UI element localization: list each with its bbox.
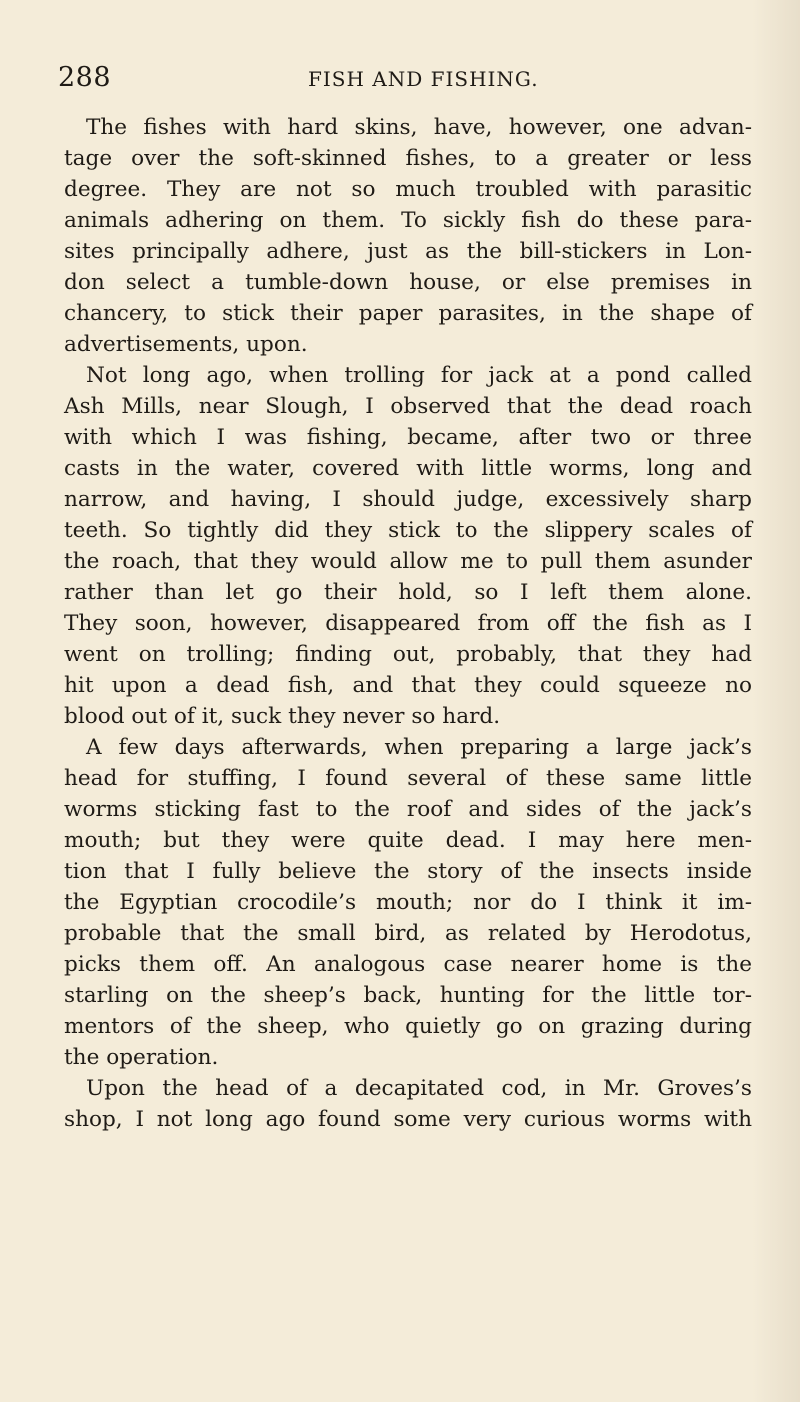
text-line: The fishes with hard skins, have, however, one advan- xyxy=(86,115,752,140)
text-line: probable that the small bird, as related by Herodotus, xyxy=(64,921,752,946)
text-line: casts in the water, covered with little worms, long and xyxy=(64,456,752,481)
text-line: blood out of it, suck they never so hard. xyxy=(64,704,501,729)
text-line: Not long ago, when trolling for jack at a pond called xyxy=(86,363,752,388)
text-line: animals adhering on them. To sickly fish do these para- xyxy=(64,208,752,233)
text-line: starling on the sheep’s back, hunting for the little tor- xyxy=(64,983,752,1008)
text-line: chancery, to stick their paper parasites, in the shape of xyxy=(64,301,752,326)
text-line: picks them off. An analogous case nearer home is the xyxy=(64,952,752,977)
text-line: Upon the head of a decapitated cod, in Mr. Groves’s xyxy=(86,1076,752,1101)
text-line: hit upon a dead fish, and that they could squeeze no xyxy=(64,673,752,698)
text-line: rather than let go their hold, so I left them alone. xyxy=(64,580,752,605)
text-line: the operation. xyxy=(64,1045,219,1070)
body-text xyxy=(64,112,752,1135)
text-line: worms sticking fast to the roof and sides of the jack’s xyxy=(64,797,752,822)
text-line: sites principally adhere, just as the bill-stickers in Lon- xyxy=(64,239,752,264)
text-line: head for stuffing, I found several of these same little xyxy=(64,766,752,791)
text-line: don select a tumble-down house, or else premises in xyxy=(64,270,752,295)
text-line: degree. They are not so much troubled with parasitic xyxy=(64,177,752,202)
text-line: mouth; but they were quite dead. I may here men- xyxy=(64,828,752,853)
text-line: A few days afterwards, when preparing a large jack’s xyxy=(86,735,752,760)
text-line: the roach, that they would allow me to pull them asunder xyxy=(64,549,752,574)
text-line: advertisements, upon. xyxy=(64,332,308,357)
text-line: narrow, and having, I should judge, excessively sharp xyxy=(64,487,752,512)
text-line: shop, I not long ago found some very curious worms with xyxy=(64,1107,752,1132)
text-line: teeth. So tightly did they stick to the slippery scales of xyxy=(64,518,752,543)
text-line: Ash Mills, near Slough, I observed that the dead roach xyxy=(64,394,752,419)
running-head xyxy=(58,60,748,96)
text-line: tion that I fully believe the story of the insects inside xyxy=(64,859,752,884)
text-line: with which I was fishing, became, after two or three xyxy=(64,425,752,450)
text-line: mentors of the sheep, who quietly go on grazing during xyxy=(64,1014,752,1039)
text-line: went on trolling; finding out, probably, that they had xyxy=(64,642,752,667)
page-number: 288 xyxy=(58,62,112,93)
text-line: the Egyptian crocodile’s mouth; nor do I think it im- xyxy=(64,890,752,915)
text-line: They soon, however, disappeared from off the fish as I xyxy=(64,611,752,636)
running-title: FISH AND FISHING. xyxy=(308,67,539,91)
text-line: tage over the soft-skinned fishes, to a greater or less xyxy=(64,146,752,171)
